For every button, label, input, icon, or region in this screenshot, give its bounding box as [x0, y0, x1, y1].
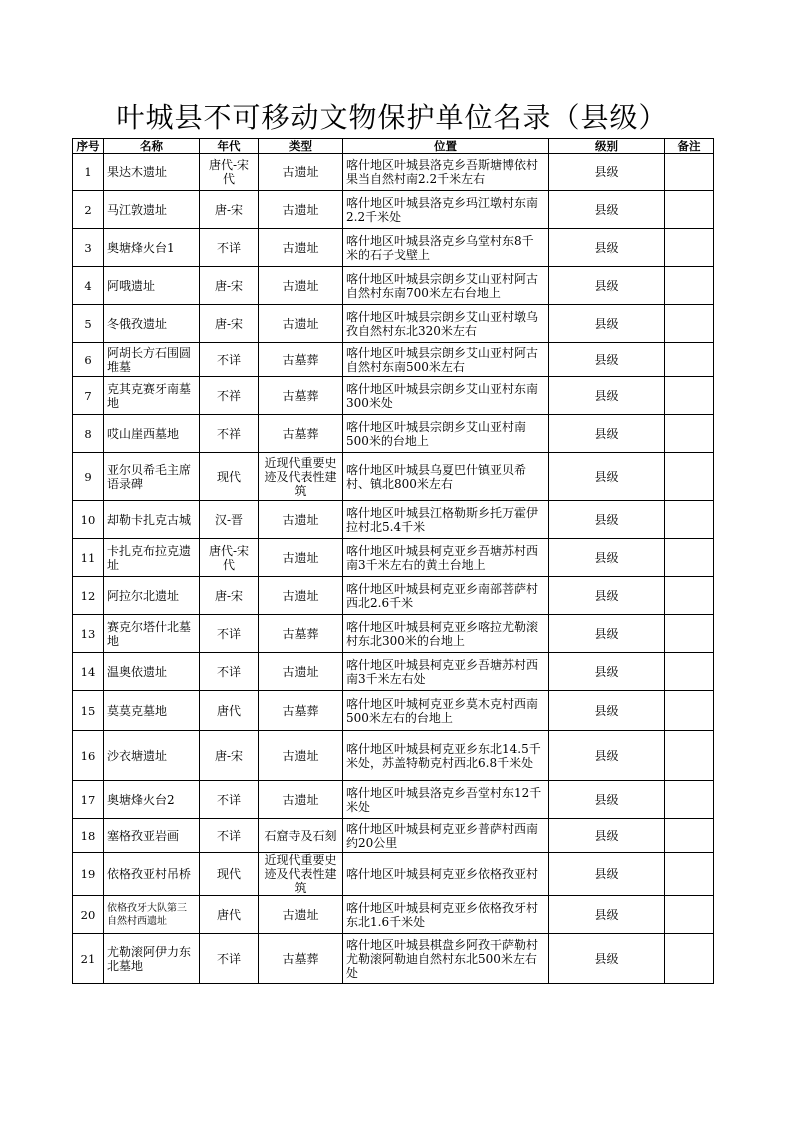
heritage-table — [72, 138, 714, 984]
cell-remark — [665, 896, 714, 934]
cell-level: 县级 — [549, 539, 665, 577]
cell-remark — [665, 154, 714, 191]
table-row — [73, 191, 714, 229]
cell-location: 喀什地区叶城县棋盘乡阿孜干萨勒村尤勒滚阿勒迪自然村东北500米左右处 — [343, 934, 549, 984]
cell-type: 古遗址 — [259, 191, 343, 229]
cell-era: 唐-宋 — [200, 191, 259, 229]
cell-era: 不详 — [200, 781, 259, 819]
cell-remark — [665, 731, 714, 781]
cell-name: 亚尔贝希毛主席语录碑 — [104, 453, 200, 501]
cell-era: 唐代 — [200, 691, 259, 731]
header-level: 级别 — [549, 139, 665, 154]
cell-name: 阿拉尔北遗址 — [104, 577, 200, 615]
cell-type: 古墓葬 — [259, 415, 343, 453]
cell-type: 古遗址 — [259, 229, 343, 267]
table-row — [73, 415, 714, 453]
cell-name: 依格孜牙大队第三自然村西遗址 — [104, 896, 200, 934]
cell-type: 古遗址 — [259, 896, 343, 934]
cell-level: 县级 — [549, 267, 665, 305]
cell-remark — [665, 539, 714, 577]
cell-type: 近现代重要史迹及代表性建筑 — [259, 853, 343, 896]
cell-level: 县级 — [549, 305, 665, 343]
table-row — [73, 343, 714, 377]
cell-era: 唐-宋 — [200, 267, 259, 305]
cell-level: 县级 — [549, 731, 665, 781]
header-row — [73, 139, 714, 154]
table-row — [73, 305, 714, 343]
cell-remark — [665, 229, 714, 267]
cell-location: 喀什地区叶城县柯克亚乡依格孜牙村东北1.6千米处 — [343, 896, 549, 934]
table-row — [73, 501, 714, 539]
cell-type: 古遗址 — [259, 539, 343, 577]
table-body — [73, 154, 714, 984]
cell-era: 唐代-宋代 — [200, 154, 259, 191]
cell-seq: 17 — [73, 781, 104, 819]
table-row — [73, 896, 714, 934]
cell-name: 冬俄孜遗址 — [104, 305, 200, 343]
cell-seq: 19 — [73, 853, 104, 896]
cell-remark — [665, 819, 714, 853]
cell-remark — [665, 934, 714, 984]
cell-type: 古遗址 — [259, 305, 343, 343]
cell-era: 不详 — [200, 819, 259, 853]
cell-seq: 5 — [73, 305, 104, 343]
cell-era: 不详 — [200, 615, 259, 653]
cell-level: 县级 — [549, 501, 665, 539]
cell-seq: 1 — [73, 154, 104, 191]
table-row — [73, 154, 714, 191]
cell-era: 汉-晋 — [200, 501, 259, 539]
cell-remark — [665, 453, 714, 501]
cell-location: 喀什地区叶城县乌夏巴什镇亚贝希村、镇北800米左右 — [343, 453, 549, 501]
cell-location: 喀什地区叶城县宗朗乡艾山亚村东南300米处 — [343, 377, 549, 415]
cell-name: 莫莫克墓地 — [104, 691, 200, 731]
cell-type: 古墓葬 — [259, 343, 343, 377]
cell-type: 古墓葬 — [259, 691, 343, 731]
cell-location: 喀什地区叶城县宗朗乡艾山亚村阿古自然村东南500米左右 — [343, 343, 549, 377]
cell-type: 古遗址 — [259, 731, 343, 781]
table-row — [73, 453, 714, 501]
cell-era: 不详 — [200, 934, 259, 984]
cell-seq: 12 — [73, 577, 104, 615]
cell-name: 依格孜亚村吊桥 — [104, 853, 200, 896]
cell-type: 古遗址 — [259, 781, 343, 819]
cell-remark — [665, 415, 714, 453]
header-seq: 序号 — [73, 139, 104, 154]
cell-location: 喀什地区叶城县柯克亚乡南部菩萨村西北2.6千米 — [343, 577, 549, 615]
cell-name: 阿胡长方石围圆堆墓 — [104, 343, 200, 377]
cell-era: 不祥 — [200, 377, 259, 415]
cell-type: 近现代重要史迹及代表性建筑 — [259, 453, 343, 501]
cell-type: 石窟寺及石刻 — [259, 819, 343, 853]
cell-seq: 15 — [73, 691, 104, 731]
cell-remark — [665, 343, 714, 377]
header-remark: 备注 — [665, 139, 714, 154]
header-type: 类型 — [259, 139, 343, 154]
cell-location: 喀什地区叶城县宗朗乡艾山亚村墩乌孜自然村东北320米左右 — [343, 305, 549, 343]
table-row — [73, 819, 714, 853]
table-row — [73, 615, 714, 653]
cell-name: 塞格孜亚岩画 — [104, 819, 200, 853]
cell-level: 县级 — [549, 154, 665, 191]
table-row — [73, 377, 714, 415]
table-row — [73, 267, 714, 305]
cell-type: 古遗址 — [259, 267, 343, 305]
cell-location: 喀什地区叶城县洛克乡吾堂村东12千米处 — [343, 781, 549, 819]
cell-name: 尤勒滚阿伊力东北墓地 — [104, 934, 200, 984]
cell-level: 县级 — [549, 853, 665, 896]
cell-level: 县级 — [549, 934, 665, 984]
cell-seq: 3 — [73, 229, 104, 267]
table-row — [73, 934, 714, 984]
cell-location: 喀什地区叶城县江格勒斯乡托万霍伊拉村北5.4千米 — [343, 501, 549, 539]
cell-era: 唐-宋 — [200, 305, 259, 343]
cell-name: 温奥依遗址 — [104, 653, 200, 691]
table-row — [73, 781, 714, 819]
cell-name: 却勒卡扎克古城 — [104, 501, 200, 539]
cell-era: 唐-宋 — [200, 731, 259, 781]
header-name: 名称 — [104, 139, 200, 154]
cell-level: 县级 — [549, 781, 665, 819]
cell-seq: 9 — [73, 453, 104, 501]
header-location: 位置 — [343, 139, 549, 154]
cell-remark — [665, 501, 714, 539]
cell-remark — [665, 577, 714, 615]
cell-remark — [665, 377, 714, 415]
cell-era: 现代 — [200, 853, 259, 896]
cell-seq: 14 — [73, 653, 104, 691]
cell-era: 唐代 — [200, 896, 259, 934]
table-row — [73, 853, 714, 896]
cell-type: 古遗址 — [259, 501, 343, 539]
cell-type: 古遗址 — [259, 653, 343, 691]
cell-era: 不详 — [200, 229, 259, 267]
cell-seq: 21 — [73, 934, 104, 984]
cell-remark — [665, 781, 714, 819]
cell-remark — [665, 691, 714, 731]
cell-level: 县级 — [549, 615, 665, 653]
cell-location: 喀什地区叶城县柯克亚乡喀拉尤勒滚村东北300米的台地上 — [343, 615, 549, 653]
cell-name: 奥塘烽火台1 — [104, 229, 200, 267]
cell-location: 喀什地区叶城县宗朗乡艾山亚村阿古自然村东南700米左右台地上 — [343, 267, 549, 305]
cell-location: 喀什地区叶城县柯克亚乡吾塘苏村西南3千米左右处 — [343, 653, 549, 691]
page-title: 叶城县不可移动文物保护单位名录（县级） — [116, 101, 668, 134]
cell-seq: 8 — [73, 415, 104, 453]
table-row — [73, 731, 714, 781]
table-row — [73, 653, 714, 691]
cell-name: 赛克尔塔什北墓地 — [104, 615, 200, 653]
cell-remark — [665, 191, 714, 229]
cell-location: 喀什地区叶城县柯克亚乡依格孜亚村 — [343, 853, 549, 896]
cell-remark — [665, 853, 714, 896]
cell-era: 不祥 — [200, 415, 259, 453]
cell-remark — [665, 653, 714, 691]
cell-name: 奥塘烽火台2 — [104, 781, 200, 819]
cell-seq: 7 — [73, 377, 104, 415]
cell-level: 县级 — [549, 229, 665, 267]
cell-seq: 11 — [73, 539, 104, 577]
cell-location: 喀什地区叶城县洛克乡乌堂村东8千米的石子戈壁上 — [343, 229, 549, 267]
cell-era: 不详 — [200, 343, 259, 377]
cell-seq: 18 — [73, 819, 104, 853]
cell-level: 县级 — [549, 577, 665, 615]
cell-remark — [665, 615, 714, 653]
cell-name: 马江敦遗址 — [104, 191, 200, 229]
cell-era: 现代 — [200, 453, 259, 501]
cell-level: 县级 — [549, 343, 665, 377]
cell-name: 哎山崖西墓地 — [104, 415, 200, 453]
cell-level: 县级 — [549, 691, 665, 731]
cell-seq: 13 — [73, 615, 104, 653]
cell-type: 古遗址 — [259, 154, 343, 191]
cell-level: 县级 — [549, 453, 665, 501]
cell-name: 阿哦遗址 — [104, 267, 200, 305]
cell-level: 县级 — [549, 415, 665, 453]
cell-seq: 20 — [73, 896, 104, 934]
cell-name: 卡扎克布拉克遗址 — [104, 539, 200, 577]
cell-remark — [665, 305, 714, 343]
cell-type: 古墓葬 — [259, 934, 343, 984]
table-row — [73, 577, 714, 615]
table-row — [73, 691, 714, 731]
cell-level: 县级 — [549, 653, 665, 691]
cell-location: 喀什地区叶城县洛克乡吾斯塘博依村果当自然村南2.2千米左右 — [343, 154, 549, 191]
cell-remark — [665, 267, 714, 305]
cell-location: 喀什地区叶城县柯克亚乡吾塘苏村西南3千米左右的黄土台地上 — [343, 539, 549, 577]
cell-seq: 6 — [73, 343, 104, 377]
table-row — [73, 229, 714, 267]
cell-seq: 2 — [73, 191, 104, 229]
cell-level: 县级 — [549, 819, 665, 853]
cell-level: 县级 — [549, 377, 665, 415]
cell-location: 喀什地区叶城县宗朗乡艾山亚村南500米的台地上 — [343, 415, 549, 453]
cell-type: 古遗址 — [259, 577, 343, 615]
table-row — [73, 539, 714, 577]
cell-location: 喀什地区叶城县洛克乡玛江墩村东南2.2千米处 — [343, 191, 549, 229]
cell-seq: 10 — [73, 501, 104, 539]
cell-seq: 16 — [73, 731, 104, 781]
cell-era: 唐代-宋代 — [200, 539, 259, 577]
cell-type: 古墓葬 — [259, 377, 343, 415]
cell-name: 沙衣塘遗址 — [104, 731, 200, 781]
cell-location: 喀什地区叶城县柯克亚乡东北14.5千米处，苏盖特勒克村西北6.8千米处 — [343, 731, 549, 781]
header-era: 年代 — [200, 139, 259, 154]
cell-location: 喀什地区叶城柯克亚乡莫木克村西南500米左右的台地上 — [343, 691, 549, 731]
cell-location: 喀什地区叶城县柯克亚乡普萨村西南约20公里 — [343, 819, 549, 853]
cell-name: 果达木遗址 — [104, 154, 200, 191]
cell-level: 县级 — [549, 896, 665, 934]
cell-type: 古墓葬 — [259, 615, 343, 653]
cell-era: 唐-宋 — [200, 577, 259, 615]
cell-seq: 4 — [73, 267, 104, 305]
cell-name: 克其克赛牙南墓地 — [104, 377, 200, 415]
cell-era: 不详 — [200, 653, 259, 691]
cell-level: 县级 — [549, 191, 665, 229]
